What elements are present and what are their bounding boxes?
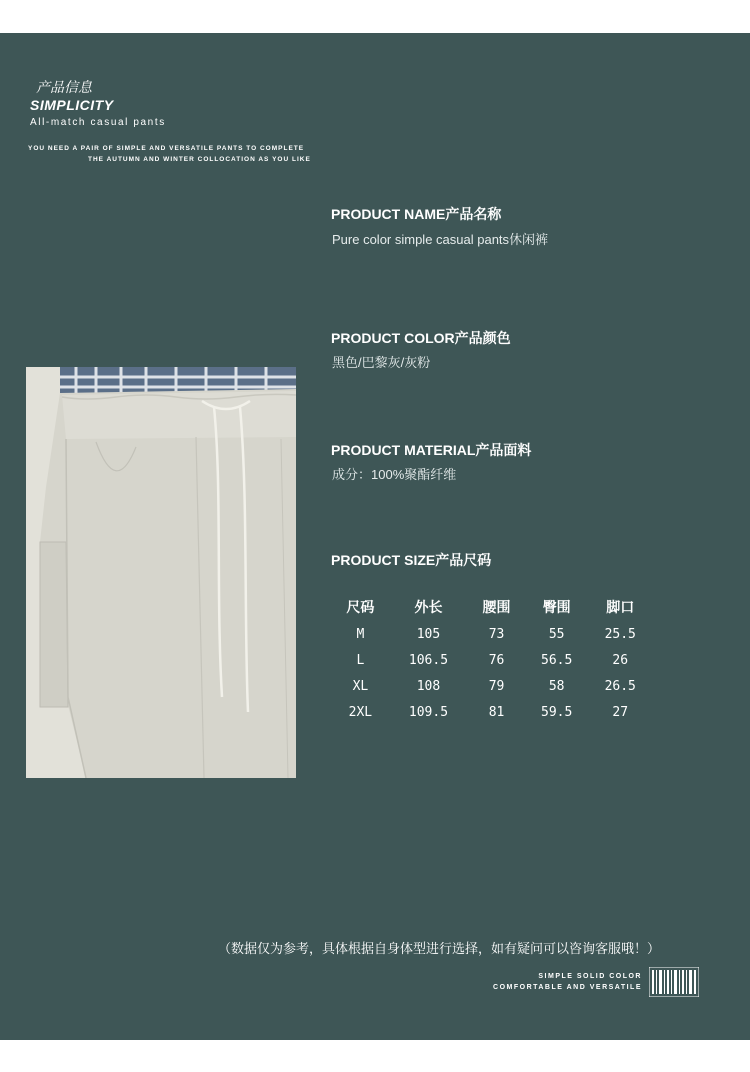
table-cell: M (356, 626, 365, 642)
table-cell: 81 (488, 704, 505, 720)
product-color-heading: PRODUCT COLOR产品颜色 (331, 330, 511, 346)
product-info-panel (0, 33, 750, 1040)
table-cell: 27 (612, 704, 629, 720)
barcode-icon (649, 967, 699, 997)
product-size-heading: PRODUCT SIZE产品尺码 (331, 552, 492, 568)
footer-line-1: SIMPLE SOLID COLOR (538, 973, 642, 980)
pants-illustration (26, 367, 296, 778)
table-cell: 26.5 (604, 678, 636, 694)
header-title: SIMPLICITY (30, 97, 114, 113)
table-cell: 105 (416, 626, 441, 642)
table-cell: 25.5 (604, 626, 636, 642)
header-cn-title: 产品信息 (36, 79, 92, 95)
table-row (332, 647, 652, 673)
product-photo (26, 367, 296, 778)
footer-line-2: COMFORTABLE AND VERSATILE (493, 984, 642, 991)
table-cell: 76 (488, 652, 505, 668)
table-cell: 56.5 (541, 652, 573, 668)
col-hem-header: 脚口 (606, 599, 635, 615)
table-cell: 106.5 (408, 652, 449, 668)
header-tagline-2: THE AUTUMN AND WINTER COLLOCATION AS YOU LIKE (88, 156, 311, 163)
size-table-header-row (332, 593, 652, 621)
table-cell: 109.5 (408, 704, 449, 720)
table-cell: XL (352, 678, 369, 694)
table-cell: 2XL (348, 704, 373, 720)
col-waist-header: 腰围 (482, 599, 511, 615)
table-cell: 59.5 (541, 704, 573, 720)
col-length-header: 外长 (414, 599, 443, 615)
col-size-header: 尺码 (346, 599, 375, 615)
size-table (332, 593, 652, 725)
table-row (332, 699, 652, 725)
product-material-value: 成分：100%聚酯纤维 (332, 467, 457, 482)
table-row (332, 673, 652, 699)
table-cell: 58 (548, 678, 565, 694)
product-material-heading: PRODUCT MATERIAL产品面料 (331, 442, 532, 458)
size-disclaimer-note: （数据仅为参考，具体根据自身体型进行选择，如有疑问可以咨询客服哦！） (218, 941, 661, 956)
product-name-value: Pure color simple casual pants休闲裤 (332, 232, 549, 247)
table-row (332, 621, 652, 647)
table-cell: 79 (488, 678, 505, 694)
product-color-value: 黑色/巴黎灰/灰粉 (332, 355, 431, 370)
table-cell: 108 (416, 678, 441, 694)
col-hip-header: 臀围 (542, 599, 571, 615)
table-cell: L (356, 652, 365, 668)
product-name-heading: PRODUCT NAME产品名称 (331, 206, 502, 222)
table-cell: 55 (548, 626, 565, 642)
table-cell: 73 (488, 626, 505, 642)
table-cell: 26 (612, 652, 629, 668)
header-tagline-1: YOU NEED A PAIR OF SIMPLE AND VERSATILE PANTS TO COMPLETE (28, 145, 305, 152)
header-subtitle: All-match casual pants (30, 117, 166, 128)
